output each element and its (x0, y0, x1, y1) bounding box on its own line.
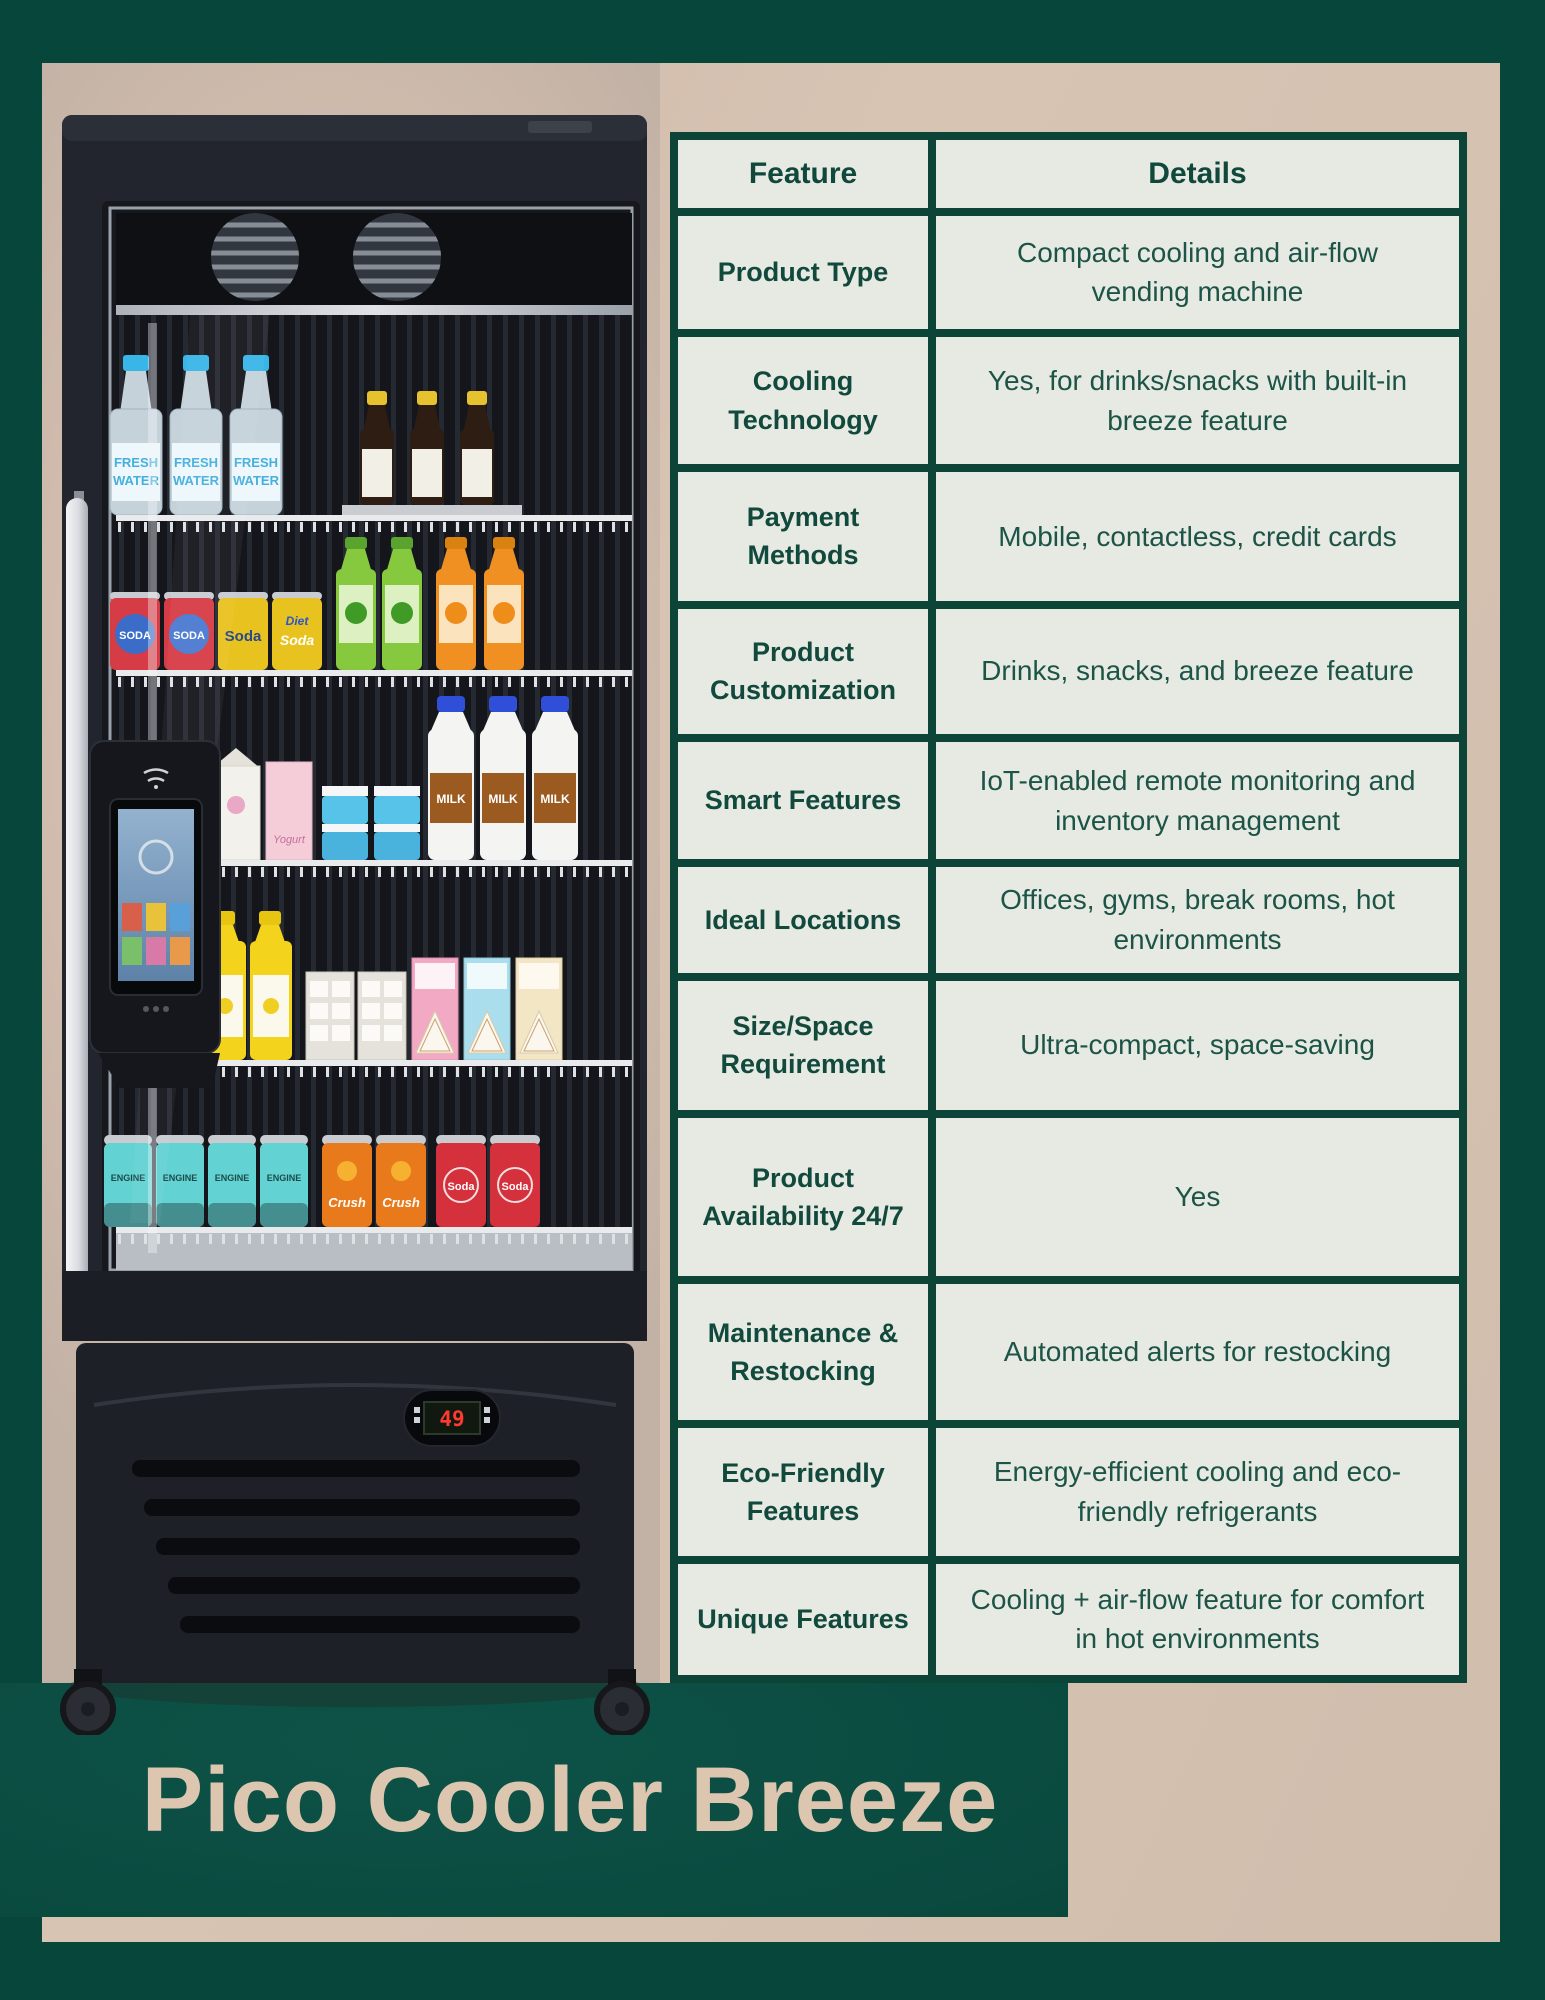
svg-text:SODA: SODA (119, 630, 151, 642)
svg-text:WATER: WATER (233, 473, 279, 488)
table-row-details: Ultra-compact, space-saving (936, 981, 1459, 1110)
payment-terminal (90, 741, 220, 1088)
temperature-display (404, 1390, 500, 1446)
table-row-feature: Smart Features (678, 742, 928, 859)
svg-text:FRESH: FRESH (113, 455, 159, 470)
svg-text:49: 49 (439, 1407, 465, 1431)
table-header-feature: Feature (678, 140, 928, 208)
table-row-details: Compact cooling and air-flow vending machine (936, 216, 1459, 329)
svg-text:Soda: Soda (447, 1181, 475, 1193)
door-hinge (528, 121, 592, 133)
crush-can (322, 1135, 372, 1227)
table-row-details: Cooling + air-flow feature for comfort in hot environments (936, 1564, 1459, 1675)
svg-text:FRESH: FRESH (173, 455, 219, 470)
svg-text:Soda: Soda (279, 632, 315, 648)
sandwich-pack (412, 958, 458, 1060)
table-row-details: Energy-efficient cooling and eco-friendly refrigerants (936, 1428, 1459, 1555)
page-title: Pico Cooler Breeze (141, 1748, 999, 1851)
svg-text:WATER: WATER (173, 473, 219, 488)
shelf-riser (342, 505, 522, 515)
table-row-details: Mobile, contactless, credit cards (936, 472, 1459, 600)
table-row-feature: Product Customization (678, 609, 928, 734)
svg-text:Crush: Crush (328, 1195, 366, 1210)
svg-text:Soda: Soda (224, 628, 262, 645)
table-row-feature: Size/Space Requirement (678, 981, 928, 1110)
svg-text:ENGINE: ENGINE (214, 1173, 250, 1183)
svg-text:SODA: SODA (173, 630, 205, 642)
red-soda-can (490, 1135, 540, 1227)
door-handle (66, 491, 88, 1321)
table-row-details: Automated alerts for restocking (936, 1284, 1459, 1420)
vending-machine-illustration (60, 113, 650, 1735)
svg-text:Crush: Crush (382, 1195, 420, 1210)
door-bottom-frame (62, 1271, 647, 1341)
yogurt-box (266, 762, 312, 860)
svg-text:MILK: MILK (540, 792, 570, 806)
table-row-feature: Maintenance & Restocking (678, 1284, 928, 1420)
crush-can (376, 1135, 426, 1227)
energy-can (208, 1135, 256, 1227)
table-row-feature: Eco-Friendly Features (678, 1428, 928, 1555)
table-row-details: IoT-enabled remote monitoring and inventory management (936, 742, 1459, 859)
red-soda-can (436, 1135, 486, 1227)
compressor-unit (76, 1343, 634, 1683)
svg-text:ENGINE: ENGINE (266, 1173, 302, 1183)
svg-text:Yogurt: Yogurt (273, 834, 305, 846)
table-row-feature: Cooling Technology (678, 337, 928, 464)
svg-text:MILK: MILK (488, 792, 518, 806)
svg-text:MILK: MILK (436, 792, 466, 806)
table-row-details: Offices, gyms, break rooms, hot environments (936, 867, 1459, 972)
feature-table (670, 132, 1467, 1683)
table-row-details: Yes (936, 1118, 1459, 1276)
table-row-feature: Payment Methods (678, 472, 928, 600)
table-row-details: Drinks, snacks, and breeze feature (936, 609, 1459, 734)
table-row-feature: Product Availability 24/7 (678, 1118, 928, 1276)
svg-text:ENGINE: ENGINE (110, 1173, 146, 1183)
svg-text:Diet: Diet (285, 614, 309, 628)
energy-can (260, 1135, 308, 1227)
table-row-details: Yes, for drinks/snacks with built-in breeze feature (936, 337, 1459, 464)
table-header-details: Details (936, 140, 1459, 208)
snack-box (306, 972, 354, 1060)
snack-box (358, 972, 406, 1060)
svg-text:WATER: WATER (113, 473, 159, 488)
diet-soda-can (272, 592, 322, 670)
sandwich-pack (516, 958, 562, 1060)
svg-text:Soda: Soda (501, 1181, 529, 1193)
sandwich-pack (464, 958, 510, 1060)
table-row-feature: Product Type (678, 216, 928, 329)
table-row-feature: Unique Features (678, 1564, 928, 1675)
svg-text:FRESH: FRESH (233, 455, 279, 470)
svg-text:ENGINE: ENGINE (162, 1173, 198, 1183)
interior-floor (116, 1227, 632, 1270)
table-row-feature: Ideal Locations (678, 867, 928, 972)
